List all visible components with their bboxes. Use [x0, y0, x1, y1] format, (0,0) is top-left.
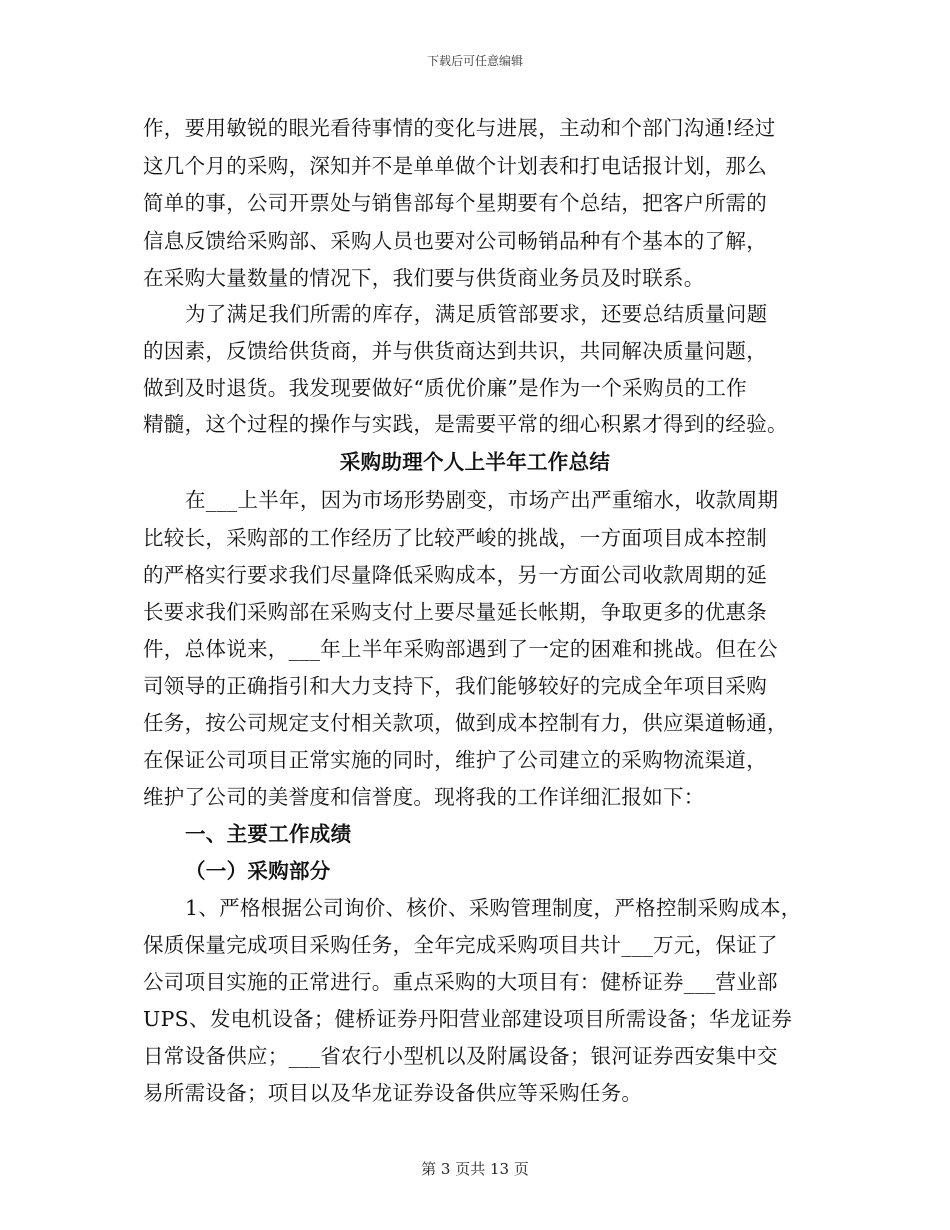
- body-line: 的因素，反馈给供货商，并与供货商达到共识，共同解决质量问题，: [143, 339, 767, 363]
- subheading-procurement: （一）采购部分: [185, 859, 331, 883]
- paragraph-first-line: 为了满足我们所需的库存，满足质管部要求，还要总结质量问题: [185, 302, 768, 326]
- body-line: 比较长，采购部的工作经历了比较严峻的挑战，一方面项目成本控制: [143, 526, 767, 550]
- heading-main-achievements: 一、主要工作成绩: [185, 822, 352, 846]
- body-line: 这几个月的采购，深知并不是单单做个计划表和打电话报计划，那么: [143, 154, 767, 178]
- paragraph-first-line: 在___上半年，因为市场形势剧变，市场产出严重缩水，收款周期: [185, 488, 779, 512]
- body-line: 在保证公司项目正常实施的同时，维护了公司建立的采购物流渠道，: [143, 748, 767, 772]
- body-line: 件，总体说来，___年上半年采购部遇到了一定的困难和挑战。但在公: [143, 637, 778, 661]
- body-line: UPS、发电机设备；健桥证券丹阳营业部建设项目所需设备；华龙证券: [143, 1007, 793, 1031]
- body-line: 的严格实行要求我们尽量降低采购成本，另一方面公司收款周期的延: [143, 563, 767, 587]
- section-title: 采购助理个人上半年工作总结: [339, 450, 611, 474]
- body-line: 长要求我们采购部在采购支付上要尽量延长帐期，争取更多的优惠条: [143, 600, 767, 624]
- body-line: 信息反馈给采购部、采购人员也要对公司畅销品种有个基本的了解，: [143, 229, 767, 253]
- page-header: 下载后可任意编辑: [426, 54, 523, 68]
- body-line: 日常设备供应；___省农行小型机以及附属设备；银河证券西安集中交: [143, 1044, 778, 1068]
- body-line: 精髓，这个过程的操作与实践，是需要平常的细心积累才得到的经验。: [143, 412, 788, 436]
- body-line: 公司项目实施的正常进行。重点采购的大项目有：健桥证券___营业部: [143, 970, 778, 994]
- body-line: 作，要用敏锐的眼光看待事情的变化与进展，主动和个部门沟通!经过: [143, 116, 776, 140]
- body-line: 保质保量完成项目采购任务，全年完成采购项目共计___万元，保证了: [143, 933, 778, 957]
- body-line: 任务，按公司规定支付相关款项，做到成本控制有力，供应渠道畅通，: [143, 711, 788, 735]
- body-line: 维护了公司的美誉度和信誉度。现将我的工作详细汇报如下：: [143, 785, 705, 809]
- body-line: 易所需设备；项目以及华龙证券设备供应等采购任务。: [143, 1081, 643, 1105]
- body-line: 做到及时退货。我发现要做好“质优价廉”是作为一个采购员的工作: [143, 376, 747, 400]
- page-footer: 第 3 页共 13 页: [421, 1160, 529, 1178]
- paragraph-first-line: 1、严格根据公司询价、核价、采购管理制度，严格控制采购成本，: [185, 896, 802, 920]
- body-line: 简单的事，公司开票处与销售部每个星期要有个总结，把客户所需的: [143, 191, 767, 215]
- body-line: 在采购大量数量的情况下，我们要与供货商业务员及时联系。: [143, 266, 705, 290]
- body-line: 司领导的正确指引和大力支持下，我们能够较好的完成全年项目采购: [143, 674, 767, 698]
